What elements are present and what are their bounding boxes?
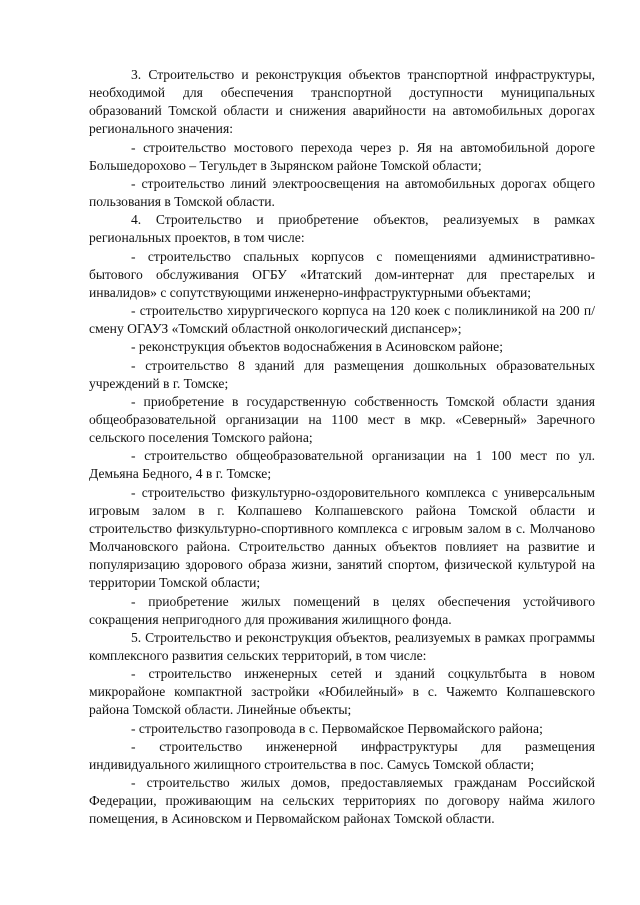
list-item-school-construction: - строительство общеобразовательной организации на 1 100 мест по ул. Демьяна Бедного, 4 в г. Томске;: [89, 448, 595, 482]
list-item-housing-infrastructure: - строительство инженерной инфраструктуры для размещения индивидуального жилищного строительства в пос. Самусь Томской области;: [89, 738, 595, 772]
section-3-heading: 3. Строительство и реконструкция объектов транспортной инфраструктуры, необходимой для обеспечения транспортной доступности муниципальных образований Томской области и снижения аварийности на автомобильных дорогах регионального значения:: [89, 67, 595, 137]
list-item-dormitory: - строительство спальных корпусов с помещениями административно-бытового обслуживания ОГБУ «Итатский дом-интернат для престарелых и инвалидов» с сопутствующими инженерно-инфраструктурными объектами;: [89, 248, 595, 300]
section-4-heading: 4. Строительство и приобретение объектов, реализуемых в рамках региональных проектов, в том числе:: [89, 212, 595, 246]
list-item-preschools: - строительство 8 зданий для размещения дошкольных образовательных учреждений в г. Томске;: [89, 357, 595, 391]
list-item-water-supply: - реконструкция объектов водоснабжения в Асиновском районе;: [131, 339, 503, 355]
list-item-engineering-networks: - строительство инженерных сетей и зданий соцкультбыта в новом микрорайоне компактной застройки «Юбилейный» в с. Чажемто Колпашевского района Томской области. Линейные объекты;: [89, 666, 595, 718]
section-5-heading: 5. Строительство и реконструкция объектов, реализуемых в рамках программы комплексного развития сельских территорий, в том числе:: [89, 629, 595, 663]
list-item-sports-complex: - строительство физкультурно-оздоровительного комплекса с универсальным игровым залом в г. Колпашево Колпашевского района Томской области и строительство физкультурно-спортивного комплекса с игровым залом в с. Молчаново Молчановского района. Строительство данных объектов повлияет на развитие и популяризацию здорового образа жизни, занятий спортом, физической культурой на территории Томской области;: [89, 484, 595, 591]
list-item-lighting: - строительство линий электроосвещения на автомобильных дорогах общего пользования в Томской области.: [89, 175, 595, 210]
list-item-gas-pipeline: - строительство газопровода в с. Первомайское Первомайского района;: [131, 720, 543, 736]
list-item-bridge: - строительство мостового перехода через р. Яя на автомобильной дороге Большедорохово – Тегульдет в Зырянском районе Томской области;: [89, 139, 595, 173]
list-item-surgical-building: - строительство хирургического корпуса на 120 коек с поликлиникой на 200 п/смену ОГАУЗ «Томский областной онкологический диспансер»;: [89, 303, 595, 337]
document-body: [89, 66, 595, 829]
list-item-housing-acquisition: - приобретение жилых помещений в целях обеспечения устойчивого сокращения непригодного для проживания жилищного фонда.: [89, 593, 595, 627]
list-item-residential-houses: - строительство жилых домов, предоставляемых гражданам Российской Федерации, проживающим на сельских территориях по договору найма жилого помещения, в Асиновском и Первомайском районах Томской области.: [89, 775, 595, 827]
list-item-school-acquisition: - приобретение в государственную собственность Томской области здания общеобразовательной организации на 1100 мест в мкр. «Северный» Заречного сельского поселения Томского района;: [89, 393, 595, 446]
